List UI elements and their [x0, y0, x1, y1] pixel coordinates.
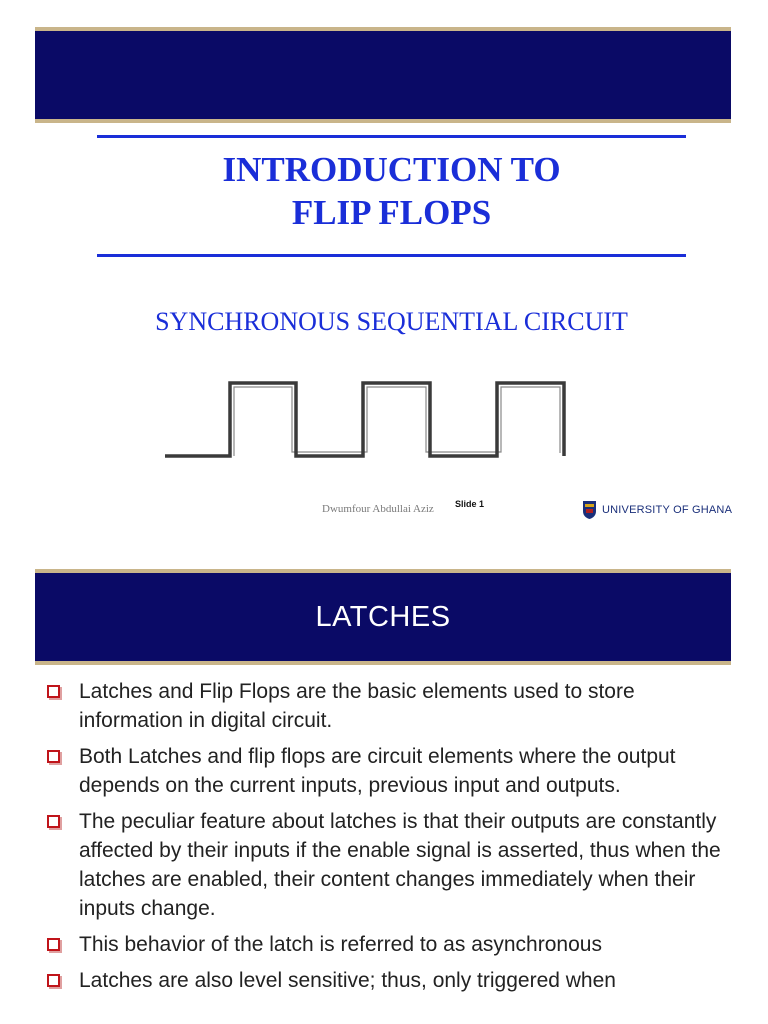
- university-crest-icon: [582, 500, 597, 520]
- university-logo: [582, 500, 732, 520]
- university-name: UNIVERSITY OF GHANA: [602, 504, 733, 516]
- list-item: [44, 807, 744, 923]
- clock-waveform-line: [165, 383, 564, 456]
- slide-title: [97, 148, 686, 234]
- latches-heading: LATCHES: [315, 600, 451, 633]
- title-bottom-rule: [97, 254, 686, 257]
- clock-waveform-line-inner: [234, 387, 560, 456]
- author-name: Dwumfour Abdullai Aziz: [322, 503, 434, 515]
- slide-number: Slide 1: [455, 499, 485, 509]
- hollow-square-bullet-icon: [47, 974, 60, 987]
- title-line-1: INTRODUCTION TO: [222, 150, 561, 189]
- latches-bullet-list: [44, 677, 744, 1002]
- list-item: [44, 930, 744, 959]
- bullet-text: Both Latches and flip flops are circuit elements where the output depends on the current inputs, previous input and outputs.: [79, 745, 676, 797]
- bullet-text: This behavior of the latch is referred to as asynchronous: [79, 933, 602, 956]
- hollow-square-bullet-icon: [47, 685, 60, 698]
- list-item: [44, 742, 744, 800]
- hollow-square-bullet-icon: [47, 750, 60, 763]
- clock-waveform-illustration: [162, 375, 592, 465]
- bullet-text: Latches and Flip Flops are the basic elements used to store information in digital circuit.: [79, 680, 635, 732]
- hollow-square-bullet-icon: [47, 815, 60, 828]
- slide-subtitle: SYNCHRONOUS SEQUENTIAL CIRCUIT: [155, 307, 628, 336]
- slide1-header-banner: [35, 27, 731, 123]
- hollow-square-bullet-icon: [47, 938, 60, 951]
- list-item: [44, 677, 744, 735]
- bullet-text: The peculiar feature about latches is that their outputs are constantly affected by their inputs if the enable signal is asserted, thus when the latches are enabled, their content changes immediately when their inputs change.: [79, 810, 721, 920]
- slide2-header-banner: [35, 569, 731, 665]
- bullet-text: Latches are also level sensitive; thus, only triggered when: [79, 969, 616, 992]
- title-top-rule: [97, 135, 686, 138]
- title-line-2: FLIP FLOPS: [291, 193, 492, 232]
- list-item: [44, 966, 744, 995]
